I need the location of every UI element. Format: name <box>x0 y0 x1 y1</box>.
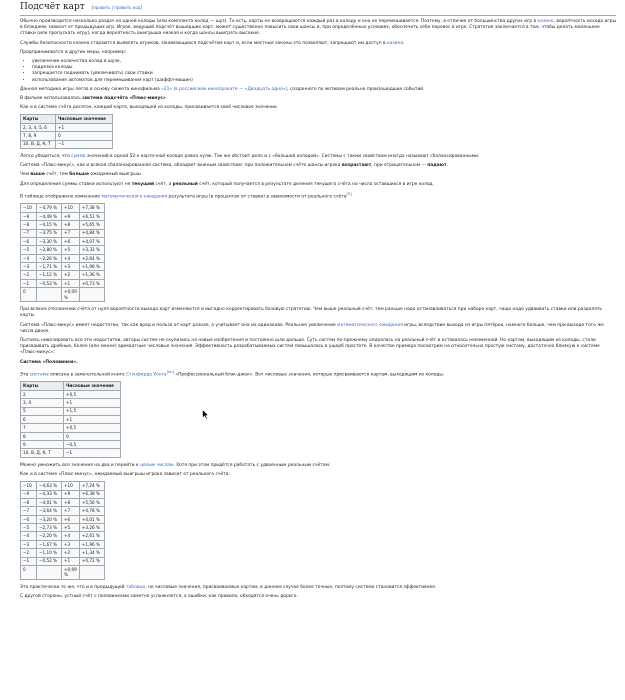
column-header: Числовые значения <box>56 115 113 123</box>
expectation-link[interactable]: математического ожидания <box>101 194 168 200</box>
paragraph-evolution: Пытаясь нивелировать все эти недостатки, авторы систем не скупились на новые изобретения и постоянно шли дальше. Суть систем по-прежнему опиралась на реальный счёт и оставалась неизменной. Но картам, выходящим из колоды, стали присваивать дробные, более (или менее) адекватные числовые значения. Эффективность разрабатываемых систем повышалась в ущерб простоте. В качестве примера посмотрим на относительно простую систему, достаточно близкую к системе «Плюс-минус»: <box>20 337 600 356</box>
paragraph-real-count: Для определения суммы ставки используют не текущий счёт, а реальный счёт, который получается в результате деления текущего счёта на число оставшихся в игре колод. <box>20 181 434 187</box>
table-cell: −5 <box>21 246 37 254</box>
table-row <box>21 532 105 540</box>
table-cell: +8 <box>62 221 80 229</box>
paragraph-property: Система «Плюс-минус», как и всякая сбалансированная система, обладает важным свойством: при положительном счёте шансы игрока возрастают, при отрицательном — падают. <box>20 163 448 169</box>
table-cell: −9 <box>21 212 37 220</box>
table-cell: −10 <box>21 204 37 212</box>
paragraph-film: Данная методика игры легла в основу сюжета кинофильма «21» (в российском кинопрокате — «Двадцать одно»), созданного по мотивам реально произошедших событий. <box>20 86 425 92</box>
table-cell: −8 <box>21 221 37 229</box>
halves-expectation-table <box>20 481 105 580</box>
table-cell: −2 <box>21 271 37 279</box>
table-cell: +4 <box>62 532 80 540</box>
table-cell: +4,01 % <box>79 515 104 523</box>
table-cell: −10 <box>21 482 37 490</box>
plus-minus-table <box>20 114 113 149</box>
table-row: 3, 4 +1 <box>21 399 121 407</box>
table-cell: +2 <box>62 549 80 557</box>
paragraph-integers: Можно умножить все значения на два и перейти к целым числам. Хотя при этом придётся работать с удвоенным реальным счётом. <box>20 462 331 468</box>
table-row <box>21 279 105 287</box>
section-title: Подсчёт карт <box>20 2 85 12</box>
table-cell <box>79 565 104 579</box>
table-cell: +0,73 % <box>79 279 104 287</box>
table-cell: −3 <box>21 540 37 548</box>
paragraph-conclusion: С другой стороны, устный счёт с половинками заметно усложняется, а ошибки, как правило, обходятся очень дорого. <box>20 594 298 600</box>
table-row <box>21 271 105 279</box>
table-row <box>21 229 105 237</box>
table-cell: −4,79 % <box>37 204 62 212</box>
edit-link[interactable]: править <box>93 5 111 10</box>
table-row: 7 +0,5 <box>21 424 121 432</box>
table-cell: −2,26 % <box>37 254 62 262</box>
column-header: Карты <box>21 115 56 123</box>
table-row: 10, В, Д, К, Т −1 <box>21 449 121 457</box>
mouse-cursor-icon <box>202 409 209 420</box>
table-cell: −1,10 % <box>37 549 62 557</box>
integers-link[interactable]: целым числам <box>139 462 174 468</box>
film-link[interactable]: «21» (в российском кинопрокате — «Двадцать одно») <box>161 86 288 92</box>
table-cell: +1,34 % <box>79 549 104 557</box>
table-cell: −1,12 % <box>37 271 62 279</box>
table-cell: +5,65 % <box>79 221 104 229</box>
system-link[interactable]: система <box>29 372 49 378</box>
section-heading <box>20 0 616 16</box>
paragraph-deviation: При всяком отклонении счёта от нуля вероятности выхода карт изменяются и выгодно корректировать базовую стратегию. Чем выше реальный счёт, тем раньше надо останавливаться при наборе карт, чаще надо удваивать ставки или разделять карты. <box>20 307 603 319</box>
table-row <box>21 507 105 515</box>
table-cell: −4,15 % <box>37 221 62 229</box>
table-cell: −4,63 % <box>37 482 62 490</box>
table-cell: −1,71 % <box>37 263 62 271</box>
table-cell: −1,67 % <box>37 540 62 548</box>
paragraph-table-intro: В таблице отображено изменение математического ожидания результата игры (в процентах от ставки) в зависимости от реального счёта[5] <box>20 191 352 200</box>
table-cell <box>37 565 62 579</box>
table-row <box>21 524 105 532</box>
table-cell: −0,53 % <box>37 279 62 287</box>
table-cell: −2 <box>21 549 37 557</box>
table-cell: −2,73 % <box>37 524 62 532</box>
table-row <box>21 237 105 245</box>
table-cell: +10 <box>62 204 80 212</box>
paragraph-measures-intro: Предпринимаются и другие меры, например: <box>20 49 127 55</box>
expectation-link-2[interactable]: математического ожидания <box>337 322 403 328</box>
paragraph-drawbacks: Система «Плюс-минус» имеет недостатки, так как вред и польза от карт разная, а учитывает она их одинаково. Реальное увеличение математического ожидания игры, вследствие выхода из игры пятёрок, намного больше, чем при выходе того же числа двоек. <box>20 322 604 334</box>
table-cell: +5,56 % <box>79 498 104 506</box>
table-cell: +4,07 % <box>79 237 104 245</box>
table-row <box>21 498 105 506</box>
reference-link[interactable]: [5] <box>346 191 352 196</box>
table-cell: +2 <box>62 271 80 279</box>
paragraph-intro: Обычно производится несколько раздач из одной колоды (или комплекта колод — шуз). То есть, карты не возвращаются каждый раз в колоду и она не перемешивается. Поэтому, в отличие от большинства других игр в казино, вероятность исхода игры в блэкджек зависит от предыдущих игр. Игрок, ведущий подсчёт вышедших карт, может существенно повысить свои шансы и, при определённых условиях, обеспечить себе перевес в игре. Стратегия заключается в том, чтобы делать маленькие ставки (или пропускать игру), когда вероятность выигрыша низкая и когда шансы выиграть высокие. <box>20 19 616 37</box>
table-cell: 0 <box>21 288 37 302</box>
table-cell: +10 <box>62 482 80 490</box>
table-cell: 0 <box>21 565 37 579</box>
list-item: • запрещается поднимать (увеличивать) свои ставки <box>32 71 616 77</box>
table-row: 9 −0,5 <box>21 441 121 449</box>
table-cell: +4,84 % <box>79 229 104 237</box>
table-cell: −3,20 % <box>37 515 62 523</box>
table-cell: −2,80 % <box>37 246 62 254</box>
subheading-halves: Система «Половинки». <box>20 359 78 365</box>
table-cell: −6 <box>21 237 37 245</box>
table-cell: −9 <box>21 490 37 498</box>
table-cell: −0,52 % <box>37 557 62 565</box>
table-cell: +1,96 % <box>79 263 104 271</box>
table-cell: +6,38 % <box>79 490 104 498</box>
table-cell: +3,32 % <box>79 246 104 254</box>
casino-link-2[interactable]: казино <box>386 40 404 46</box>
list-item: • подрезка колоды <box>32 65 616 71</box>
table-cell: +7 <box>62 507 80 515</box>
edit-links: [править | править код] <box>91 5 142 10</box>
table-row <box>21 263 105 271</box>
table-cell: −7 <box>21 229 37 237</box>
article-section <box>20 0 616 603</box>
table-cell: +7,38 % <box>79 204 104 212</box>
paragraph-halves-expectation: Как и в системе «Плюс-минус», ожидаемый выигрыш игрока зависит от реального счёта: <box>20 472 230 478</box>
table-row <box>21 221 105 229</box>
table-row <box>21 557 105 565</box>
expectation-table <box>20 203 105 302</box>
en-link[interactable]: [en] <box>166 369 174 374</box>
table-cell: +1,36 % <box>79 271 104 279</box>
table-cell: +7,24 % <box>79 482 104 490</box>
table-cell: +5 <box>62 524 80 532</box>
table-cell: −6 <box>21 515 37 523</box>
table-cell: +3 <box>62 263 80 271</box>
halves-table <box>20 381 121 457</box>
table-cell: −3,30 % <box>37 237 62 245</box>
table-cell: +6 <box>62 237 80 245</box>
table-cell: +3,26 % <box>79 524 104 532</box>
table-row <box>21 482 105 490</box>
table-cell: −5 <box>21 524 37 532</box>
table-cell: −4 <box>21 532 37 540</box>
table-row <box>21 540 105 548</box>
table-cell: +6,51 % <box>79 212 104 220</box>
table-cell: +5 <box>62 246 80 254</box>
table-cell: −4,49 % <box>37 212 62 220</box>
table-row: 2, 3, 4, 5, 6 +1 <box>21 123 113 131</box>
table-cell: +2,61 % <box>79 532 104 540</box>
table-row: 10, В, Д, К, Т −1 <box>21 140 113 148</box>
table-cell: −4 <box>21 254 37 262</box>
table-cell: −3,64 % <box>37 507 62 515</box>
table-cell: +0,72 % <box>79 557 104 565</box>
table-row: 5 +1,5 <box>21 407 121 415</box>
list-item: • использование автоматов для перемешивания карт (шаффл-машин) <box>32 78 616 84</box>
measures-list <box>20 59 616 84</box>
casino-link[interactable]: казино <box>537 19 554 24</box>
paragraph-higher: Чем выше счёт, тем больше ожидаемый выигрыш. <box>20 172 143 178</box>
table-cell: −1 <box>21 557 37 565</box>
paragraph-wong: Эта система описана в замечательной книге Стэнфорда Уонга[en] «Профессиональный блэк-джек». Вот числовые значения, которые присваиваются картам, выходящим из колоды. <box>20 369 445 378</box>
table-row <box>21 288 105 302</box>
wong-link[interactable]: Стэнфорда Уонга <box>126 372 167 378</box>
table-row: 6 +1 <box>21 415 121 423</box>
table-cell: +1,96 % <box>79 540 104 548</box>
table-row <box>21 204 105 212</box>
table-row <box>21 565 105 579</box>
table-cell: +4 <box>62 254 80 262</box>
table-cell <box>37 288 62 302</box>
table-cell: −8 <box>21 498 37 506</box>
table-row <box>21 212 105 220</box>
table-cell: +4,78 % <box>79 507 104 515</box>
paragraph-system: В фильме использовалась система подсчёта «Плюс-минус». <box>20 96 168 102</box>
table-cell: +2,64 % <box>79 254 104 262</box>
paragraph-balanced: Легко убедиться, что сумма значений в одной 52-х карточной колоде равна нулю. Так же обстоит дело и с «большой колодой». Системы с таким свойством иногда называют сбалансированными. <box>20 153 480 159</box>
table-cell: +0,09 % <box>62 288 80 302</box>
table-row <box>21 515 105 523</box>
edit-source-link[interactable]: править код <box>114 5 141 10</box>
table-cell: −2,20 % <box>37 532 62 540</box>
table-row <box>21 254 105 262</box>
table-cell: −1 <box>21 279 37 287</box>
table-row <box>21 490 105 498</box>
table-cell: +1 <box>62 279 80 287</box>
table-cell: +8 <box>62 498 80 506</box>
sum-link[interactable]: сумма <box>71 153 86 159</box>
table-cell: −3 <box>21 263 37 271</box>
table-row: 7, 8, 9 0 <box>21 132 113 140</box>
table-cell <box>79 288 104 302</box>
table-cell: +9 <box>62 490 80 498</box>
paragraph-security: Службы безопасности казино стараются выявлять игроков, занимающихся подсчётом карт и, если местные законы это позволяют, запрещают им доступ в казино. <box>20 40 405 46</box>
paragraph-comparison: Это практически то же, что и в предыдущей таблице, но числовые значения, присваиваемые картам, в данном случае более точные, поэтому система становится эффективнее. <box>20 584 437 590</box>
table-cell: −7 <box>21 507 37 515</box>
table-cell: +0,09 % <box>62 565 80 579</box>
table-cell: −3,75 % <box>37 229 62 237</box>
table-cell: +6 <box>62 515 80 523</box>
table-row <box>21 549 105 557</box>
column-header: Карты <box>21 382 64 390</box>
table-link[interactable]: таблице <box>125 584 146 590</box>
table-cell: +7 <box>62 229 80 237</box>
table-cell: +3 <box>62 540 80 548</box>
table-row: 2 +0,5 <box>21 390 121 398</box>
table-cell: +9 <box>62 212 80 220</box>
table-cell: −4,33 % <box>37 490 62 498</box>
table-row: 8 0 <box>21 432 121 440</box>
table-cell: −4,01 % <box>37 498 62 506</box>
paragraph-values: Как и в системе счёта десяток, каждой карте, выходящей из колоды, присваивается своё числовое значение. <box>20 105 279 111</box>
table-row <box>21 246 105 254</box>
table-cell: +1 <box>62 557 80 565</box>
list-item: • увеличение количества колод в шузе, <box>32 59 616 65</box>
column-header: Числовые значения <box>64 382 121 390</box>
